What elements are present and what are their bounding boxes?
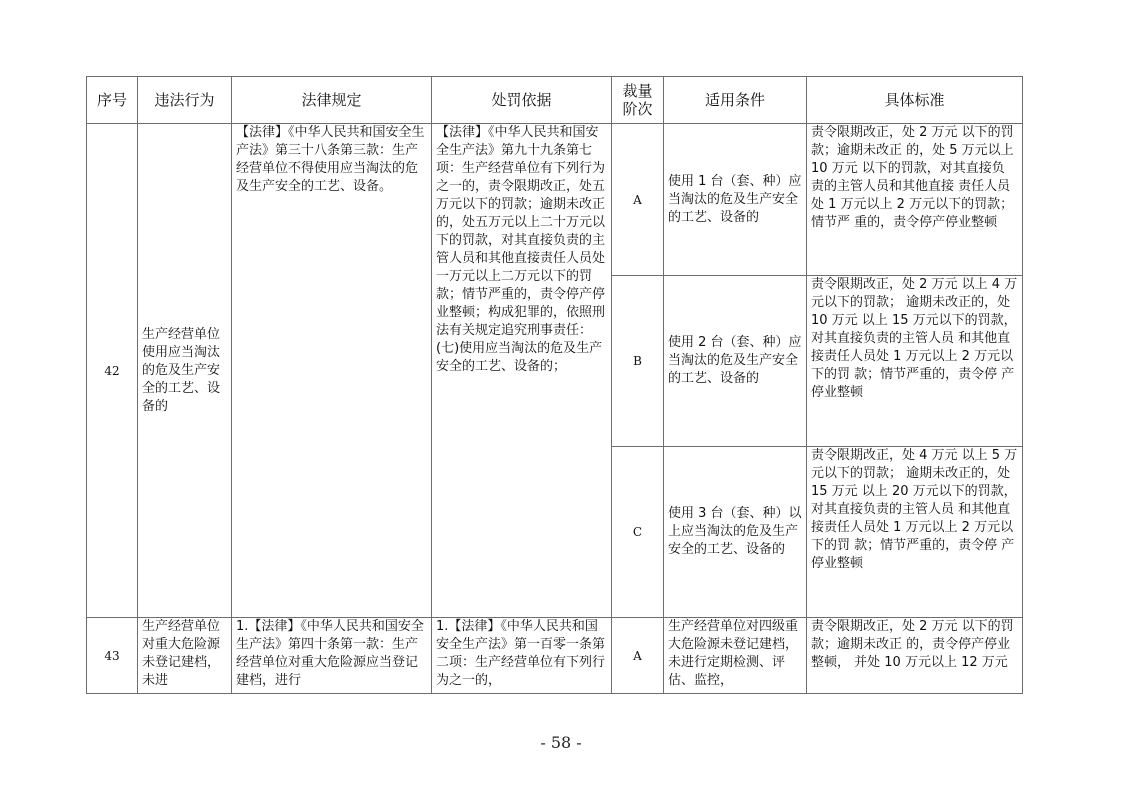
row-42-condition-b: 使用 2 台（套、种）应当淘汰的危及生产安全的工艺、设备的 [664, 276, 807, 447]
row-42-condition-c: 使用 3 台（套、种）以上应当淘汰的危及生产安全的工艺、设备的 [664, 447, 807, 618]
row-42-violation: 生产经营单位使用应当淘汰的危及生产安全的工艺、设备的 [138, 124, 232, 618]
row-42-standard-b: 责令限期改正，处 2 万元 以上 4 万元以下的罚款； 逾期未改正的，处 10 万元 以上 15 万元以下的罚款，对其直接负责的主管人员 和其他直接责任人员处 1 万元以上 2 万元以下的罚 款；情节严重的，责令停 产停业整顿 [807, 276, 1023, 447]
header-conditions: 适用条件 [664, 77, 807, 124]
row-42-legal-provision: 【法律】《中华人民共和国安全生产法》第三十八条第三款：生产经营单位不得使用应当淘汰的危及生产安全的工艺、设备。 [232, 124, 432, 618]
row-42-seq: 42 [87, 124, 138, 618]
row-43-level-a: A [612, 618, 664, 694]
row-43-standard: 责令限期改正，处 2 万元 以下的罚款；逾期未改正 的，责令停产停业整顿， 并处 10 万元以上 12 万元 [811, 619, 1014, 670]
header-violation: 违法行为 [138, 77, 232, 124]
row-42-penalty-basis: 【法律】《中华人民共和国安全生产法》第九十九条第七项：生产经营单位有下列行为之一的，责令限期改正，处五万元以下的罚款；逾期未改正的，处五万元以上二十万元以下的罚款，对其直接负责的主管人员和其他直接责任人员处一万元以上二万元以下的罚款；情节严重的，责令停产停业整顿；构成犯罪的，依照刑法有关规定追究刑事责任：(七)使用应当淘汰的危及生产安全的工艺、设备的； [432, 124, 612, 618]
row-42-level-a: A [612, 124, 664, 276]
table-row [87, 124, 1023, 276]
header-seq: 序号 [87, 77, 138, 124]
row-42-standard-a: 责令限期改正，处 2 万元 以下的罚款；逾期未改正 的，处 5 万元以上 10 万元 以下的罚款，对其直接负 责的主管人员和其他直接 责任人员处 1 万元以上 2 万元以下的罚款；情节严 重的，责令停产停业整顿 [807, 124, 1023, 276]
header-standard: 具体标准 [807, 77, 1023, 124]
row-43-violation-cell [138, 618, 232, 694]
row-43-penalty-basis: 1.【法律】《中华人民共和国安全生产法》第一百零一条第二项：生产经营单位有下列行为之一的， [436, 619, 606, 688]
row-42-condition-a: 使用 1 台（套、种）应当淘汰的危及生产安全的工艺、设备的 [664, 124, 807, 276]
row-42-standard-c: 责令限期改正，处 4 万元 以上 5 万元以下的罚款； 逾期未改正的，处 15 万元 以上 20 万元以下的罚款，对其直接负责的主管人员 和其他直接责任人员处 1 万元以上 2 万元以下的罚 款；情节严重的，责令停 产停业整顿 [807, 447, 1023, 618]
row-43-penalty-basis-cell [432, 618, 612, 694]
page-number: - 58 - [540, 733, 582, 752]
row-43-condition-cell [664, 618, 807, 694]
header-penalty-basis: 处罚依据 [432, 77, 612, 124]
header-discretion-level: 裁量阶次 [612, 77, 664, 124]
table-row [87, 618, 1023, 694]
row-43-standard-cell [807, 618, 1023, 694]
penalty-discretion-table [86, 76, 1023, 694]
header-legal-provision: 法律规定 [232, 77, 432, 124]
row-43-condition: 生产经营单位对四级重大危险源未登记建档，未进行定期检测、评估、监控， [668, 619, 799, 688]
row-43-legal-provision-cell [232, 618, 432, 694]
row-42-level-b: B [612, 276, 664, 447]
row-43-legal-provision: 1.【法律】《中华人民共和国安全生产法》第四十条第一款：生产经营单位对重大危险源应当登记建档，进行 [236, 619, 424, 688]
row-43-violation: 生产经营单位对重大危险源未登记建档，未进 [142, 619, 221, 688]
row-43-seq: 43 [87, 618, 138, 694]
header-row [87, 77, 1023, 124]
row-42-level-c: C [612, 447, 664, 618]
